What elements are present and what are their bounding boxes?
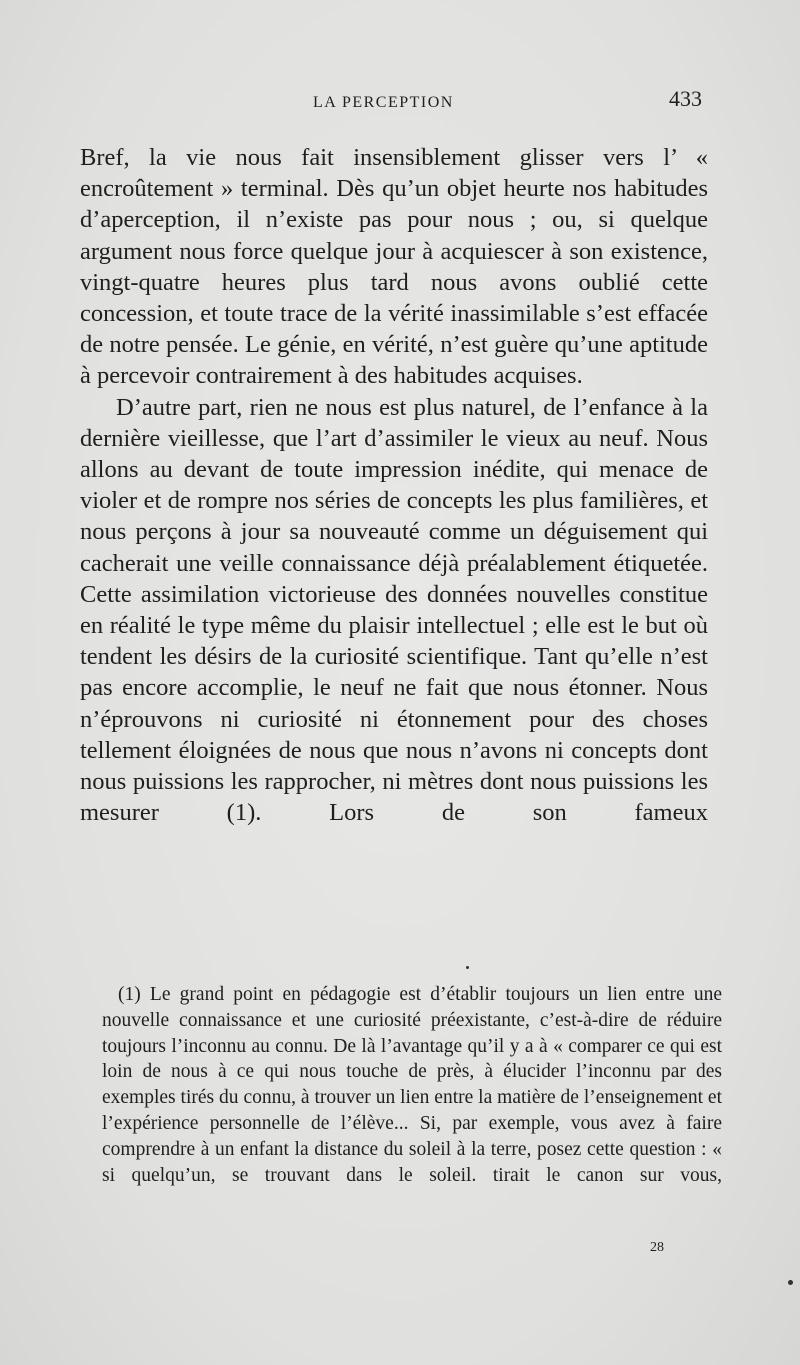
paragraph-2: D’autre part, rien ne nous est plus naturel, de l’enfance à la dernière vieillesse, que l’art d’assimiler le vieux au neuf. Nous allons au devant de toute impression inédite, qui menace de violer et de rompre nos séries de concepts les plus familières, et nous perçons à jour sa nouveauté comme un déguisement qui cacherait une veille connaissance déjà préalablement étiquetée. Cette assimilation victorieuse des données nouvelles constitue en réalité le type même du plaisir intellectuel ; elle est le but où tendent les désirs de la curiosité scientifique. Tant qu’elle n’est pas encore accomplie, le neuf ne fait que nous étonner. Nous n’éprouvons ni curiosité ni étonnement pour des choses tellement éloignées de nous que nous n’avons ni concepts dont nous puissions les rapprocher, ni mètres dont nous puissions les mesurer (1). Lors de son fameux [80,393,708,827]
printer-signature-mark: 28 [650,1240,664,1255]
running-head [0,84,800,124]
footnote [102,982,722,1188]
running-head-title: LA PERCEPTION [313,94,454,111]
ink-speck [466,966,469,969]
ink-speck [788,1280,793,1285]
main-text [80,142,708,828]
page-number: 433 [669,86,702,111]
paragraph-1: Bref, la vie nous fait insensiblement glisser vers l’ « encroûtement » terminal. Dès qu’un objet heurte nos habitudes d’aperception, il n’existe pas pour nous ; ou, si quelque argument nous force quelque jour à acquiescer à son existence, vingt-quatre heures plus tard nous avons oublié cette concession, et toute trace de la vérité inassimilable s’est effacée de notre pensée. Le génie, en vérité, n’est guère qu’une aptitude à percevoir contrairement à des habitudes acquises. [80,144,708,390]
footnote-text: (1) Le grand point en pédagogie est d’établir toujours un lien entre une nouvelle connaissance et une curiosité préexistante, c’est-à-dire de réduire toujours l’inconnu au connu. De là l’avantage qu’il y a à « comparer ce qui est loin de nous à ce qui nous touche de près, à élucider l’inconnu par des exemples tirés du connu, à trouver un lien entre la matière de l’enseignement et l’expérience personnelle de l’élève... Si, par exemple, vous avez à faire comprendre à un enfant la distance du soleil à la terre, posez cette question : « si quelqu’un, se trouvant dans le soleil. tirait le canon sur vous, [102,984,722,1186]
